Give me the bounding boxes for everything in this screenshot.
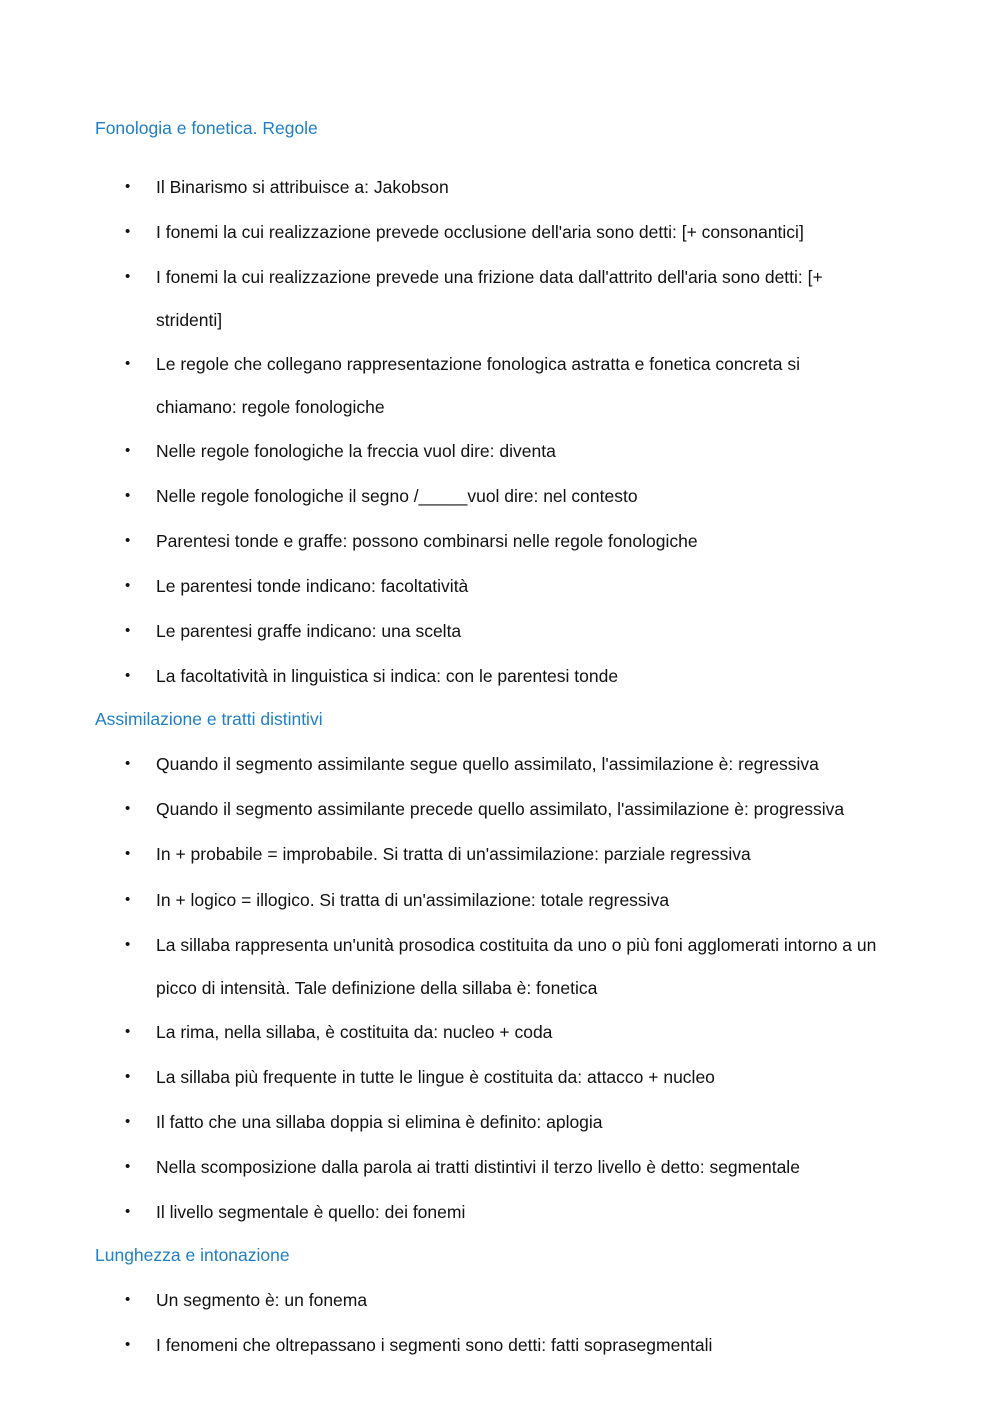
bullet-icon: • bbox=[125, 1336, 131, 1353]
bullet-icon: • bbox=[125, 178, 131, 195]
list-item bbox=[125, 430, 905, 473]
list-item-text: Nelle regole fonologiche il segno /_____vuol dire: nel contesto bbox=[156, 486, 638, 506]
list-item-text: Parentesi tonde e graffe: possono combinarsi nelle regole fonologiche bbox=[156, 531, 698, 551]
bullet-icon: • bbox=[125, 223, 131, 240]
list-item-text: Nelle regole fonologiche la freccia vuol dire: diventa bbox=[156, 441, 556, 461]
bullet-icon: • bbox=[125, 1023, 131, 1040]
bullet-icon: • bbox=[125, 936, 131, 953]
list-item-text: Quando il segmento assimilante segue quello assimilato, l'assimilazione è: regressiva bbox=[156, 754, 819, 774]
bullet-icon: • bbox=[125, 1113, 131, 1130]
bullet-icon: • bbox=[125, 442, 131, 459]
list-item-text: Nella scomposizione dalla parola ai tratti distintivi il terzo livello è detto: segmentale bbox=[156, 1157, 800, 1177]
list-item bbox=[125, 1324, 905, 1367]
list-item-text: I fonemi la cui realizzazione prevede occlusione dell'aria sono detti: [+ consonantici] bbox=[156, 222, 804, 242]
list-item-text: Quando il segmento assimilante precede quello assimilato, l'assimilazione è: progressiva bbox=[156, 799, 845, 819]
list-item-text: Le regole che collegano rappresentazione fonologica astratta e fonetica concreta si chiamano: regole fonologiche bbox=[156, 354, 801, 417]
bullet-icon: • bbox=[125, 532, 131, 549]
bullet-icon: • bbox=[125, 845, 131, 862]
list-item bbox=[125, 788, 905, 831]
list-item bbox=[125, 924, 905, 1009]
list-item bbox=[125, 1146, 905, 1189]
section-heading: Fonologia e fonetica. Regole bbox=[95, 118, 318, 138]
list-item-text: Il livello segmentale è quello: dei fonemi bbox=[156, 1202, 466, 1222]
bullet-icon: • bbox=[125, 355, 131, 372]
list-item-text: Il Binarismo si attribuisce a: Jakobson bbox=[156, 177, 449, 197]
bullet-icon: • bbox=[125, 755, 131, 772]
list-item-text: La sillaba rappresenta un'unità prosodica costituita da uno o più foni agglomerati intorno a un picco di intensità. Tale definizione della sillaba è: fonetica bbox=[156, 935, 877, 998]
list-item bbox=[125, 833, 905, 876]
list-item bbox=[125, 256, 865, 341]
bullet-icon: • bbox=[125, 1203, 131, 1220]
list-item-text: Le parentesi graffe indicano: una scelta bbox=[156, 621, 462, 641]
bullet-icon: • bbox=[125, 891, 131, 908]
bullet-icon: • bbox=[125, 800, 131, 817]
bullet-icon: • bbox=[125, 487, 131, 504]
list-item bbox=[125, 520, 905, 563]
list-item bbox=[125, 1101, 905, 1144]
bullet-icon: • bbox=[125, 577, 131, 594]
list-item-text: Le parentesi tonde indicano: facoltatività bbox=[156, 576, 469, 596]
list-item bbox=[125, 166, 905, 209]
list-item-text: La sillaba più frequente in tutte le lingue è costituita da: attacco + nucleo bbox=[156, 1067, 715, 1087]
list-item bbox=[125, 475, 905, 518]
list-item bbox=[125, 879, 905, 922]
bullet-icon: • bbox=[125, 268, 131, 285]
list-item-text: I fenomeni che oltrepassano i segmenti sono detti: fatti soprasegmentali bbox=[156, 1335, 713, 1355]
list-item-text: In + probabile = improbabile. Si tratta di un'assimilazione: parziale regressiva bbox=[156, 844, 751, 864]
list-item bbox=[125, 343, 865, 428]
list-item-text: In + logico = illogico. Si tratta di un'assimilazione: totale regressiva bbox=[156, 890, 670, 910]
list-item bbox=[125, 743, 905, 786]
list-item bbox=[125, 211, 905, 254]
bullet-icon: • bbox=[125, 1068, 131, 1085]
list-item bbox=[125, 565, 905, 608]
list-item bbox=[125, 1011, 905, 1054]
list-item-text: Il fatto che una sillaba doppia si elimina è definito: aplogia bbox=[156, 1112, 603, 1132]
list-item bbox=[125, 655, 905, 698]
list-item-text: I fonemi la cui realizzazione prevede una frizione data dall'attrito dell'aria sono detti: [+ stridenti] bbox=[156, 267, 823, 330]
list-item bbox=[125, 610, 905, 653]
list-item-text: La rima, nella sillaba, è costituita da: nucleo + coda bbox=[156, 1022, 553, 1042]
list-item-text: Un segmento è: un fonema bbox=[156, 1290, 368, 1310]
bullet-icon: • bbox=[125, 622, 131, 639]
section-heading: Lunghezza e intonazione bbox=[95, 1245, 290, 1265]
section-heading: Assimilazione e tratti distintivi bbox=[95, 709, 323, 729]
list-item bbox=[125, 1191, 905, 1234]
list-item bbox=[125, 1056, 905, 1099]
bullet-icon: • bbox=[125, 1291, 131, 1308]
bullet-icon: • bbox=[125, 1158, 131, 1175]
bullet-icon: • bbox=[125, 667, 131, 684]
list-item bbox=[125, 1279, 905, 1322]
list-item-text: La facoltatività in linguistica si indica: con le parentesi tonde bbox=[156, 666, 619, 686]
